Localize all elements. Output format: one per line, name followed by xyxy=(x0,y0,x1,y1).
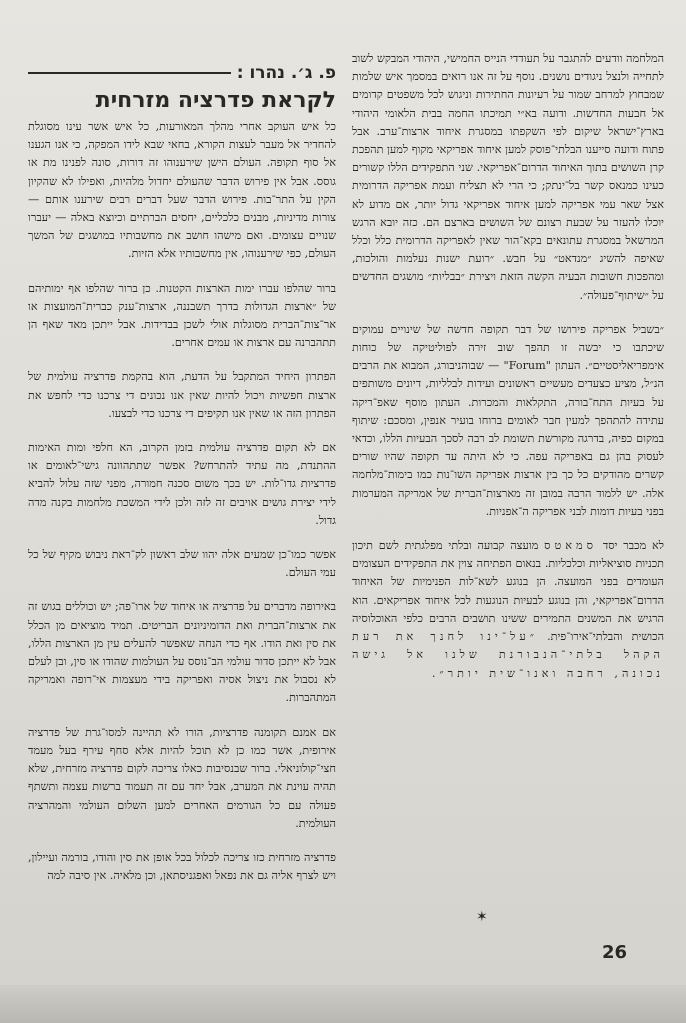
left-paragraph: אפשר כמו־כן שמעים אלה יהוו שלב ראשון לק־ראת ניבוש מקיף של כל עמי העולם. xyxy=(28,548,336,580)
right-paragraph: ״בשביל אפריקה פירושו של דבר תקופה חדשה של שינויים עמוקים שיכתבו כי יבשה זו תהפך שוב זירה לפוליטיקה של כוחות אימפריאליסטיים״. העתון "Forum" — שבוהניבורג, המבוא את הרבים הנ״ל, מציע כצעדים מעשיים ראשונים ועידות לבלליות, דיונים משותפים על בעיות התח־בורה, התקלאות והמכרות. העתון מוסף שאפ־ריקה עתידה להתהפך למעין חבר לאומים ברוחו בועיר אנפין, ומסכם: שיתוף במקום כפיה, בדרגה מקורשת תשומת לב רבה לסכך הבעיות הללו, וכדאי לעסוק בהן גם באפריקה עפה. כי לא היתה עד תקופה שהיו שורים קשרים מהודקים כל כך בין ארצות אפריקה השו־נות כמו בימות־מלחמה אלה. יש ללמוד הרבה במובן זה מארצות־הברית של אמריקה המערמות בפני בעיות דומות לבני אפריקה ה־אפניות. xyxy=(352,322,664,518)
left-column xyxy=(28,118,336,901)
byline-rule xyxy=(28,72,231,74)
page-number: 26 xyxy=(602,942,628,963)
article-title: לקראת פדרציה מזרחית xyxy=(95,88,336,113)
author-name: פ. ג׳. נהרו : xyxy=(236,63,336,83)
left-paragraph: כל איש העוקב אחרי מהלך המאורעות, כל איש אשר עינו מסוגלת להחדיר אל מעבר לעצות הקורא, בחאי שבא לידו המפקה, כי אנו הגענו אל סוף תקופה. העולם הישן שירענוהו זה דורות, סונה לפנינו מת או גוסס. אבל אין פירוש הדבר שהעולם יחדול מלהיות, ואפילו לא שהקיון הקין על התר־בות. פירוש הדבר שעל דברים רבים שירענו אותם — צורות מדיניות, מבנים כלכליים, יחסים הברתיים וכיוצא באלה — יעברו שנויים עצומים. ואם מישהו חושב את מחשבותיו במושגים של המשך העולם, כפי שירענוהו, אין מחשבותיו אלא הזיות. xyxy=(28,120,336,261)
left-paragraph: אם אמנם תקומנה פדרציות, הורו לא תהיינה למסו־גרת של פדרציה אירופית, אשר כמו כן לא תוכל להיות אלא סחף עירף בעל מעמד חצי־קולוניאלי. ברור שבנסיבות כאלו צריכה לקום פדרציה מזרחית, שלא תהיה עוינת את המערב, אבל יחד עם זה תעמוד ברשות עצמה ותשתף פעולה עם כל הגורמים האחרים למען השלום העולמי והמהרציה העולמית. xyxy=(28,725,336,830)
article-header xyxy=(28,62,336,112)
closing-text-after: מועצה קבועה ובלתי מפלגתית לשם תיכון תכניות סוציאליות וכלכליות. בנאום הפתיחה צוין את התפקידים העצומים העומדים בפני המועצה. הן בנוגע לשא־לות הפנימיות של האיחוד הדרום־אפריקאי, והן בנוגע לבעיות הנוגעות לכל איחוד אפריקאים. הוא הרגיש את המשנים התמירים ששינו תושבים הרבים כלפי האוכלוסיה הכושית והבלתי־אירו־פית. xyxy=(352,539,665,644)
right-paragraph-closing xyxy=(352,537,664,683)
right-column xyxy=(352,50,664,699)
right-paragraph: המלחמה וודעים להתגבר על תעודדי הנייס החמישי, היהודי המבקש לשוב לתחייה ולנצל ניגודים נושנים. נוסף על זה אנו רואים במסמך איש שלמות שמבחוץ למרחב שמור על רעיונות החתירות וניגוש לכל משפטים קדומים אל חבעות החדשות. ודועה בא״י תמיכתו החמה בבית הלאומי היהודי בארץ־ישראל שיקום לפי השקפתו במסגרת איחוד ארצות־ערב. אבל פתוח ודועה סייענו הבלתי־פוסק למען איחוד אפריקאי מקוף למען תהפכת קרן השושים בתוך האיחוד הדרום־אפריקאי. שני התפקידים הללו קשורים כעינו כמנאס קשר בל־ינתק; כי הרי לא תצליח ועמת אפריקה הדרומית אצל שאר עמי אפריקה למען איחוד אפריקאי גדול יותר, אם מדוע לא יוכלו להעזר על שבעת רצונם של השושים בארצם הם. כזה יובא הרגש המרשאל במסגרת עתונאים בקא־הור שאין לאפריקה הדרומית כלל וכלל שאיפה להשיג ״מנדאט״ על חבש. ״רועת ישנות נעלמות והולכות, ומהפכות חשובות הבעיה הקשה הזאת ויצירת ״בבליות״ מושגים החדשים על ״שיתוף־פעולה״. xyxy=(352,52,664,302)
left-paragraph: באירופה מדברים על פדרציה או איחוד של ארו־פה; יש וכוללים בגוש זה את ארצות־הברית ואת הדומיניונים הבריטים. תמיד מוציאים מן הכלל את סין ואת הודו. אף כדי הנחה שאפשר להעלים עין מן הארצות הללו, אבל לא ייתכן סדור עולמי הב־נוסס על העולמות שהודו או סין, ובן לעלם לא נסבול את ניצול אסיה ואפריקה בידי מעצמות אי־רופה ואמריקה המתהברות. xyxy=(28,600,336,705)
page-bottom-shadow xyxy=(0,985,686,1023)
closing-text-before: לא מכבר יסד xyxy=(602,539,664,553)
byline xyxy=(28,62,336,84)
left-paragraph: אם לא תקום פדרציה עולמית בזמן הקרוב, הא חלפי ומות האימות ההתנדת, מה עתיד להתרחש? אפשר שתתהוונה גישי־לאומים או פדרציות גדו־לות. יש בכך משום סכנה חמורה, מפני שזה עלול להביא לידי יצירת גושים אויבים זה לזה ולכן לידי המשכת מלחמות בקנה מדה גדול. xyxy=(28,441,336,527)
left-paragraph: הפתרון היחיד המתקבל על הדעת, הוא בהקמת פדרציה עולמית של ארצות חפשיות ויכול להיות שאין אנו נכונים די צרכנו כדי לחפש את הפתרון הזה או שאין אנו תקיפים די צרכנו כדי לבצעו. xyxy=(28,370,336,420)
left-paragraph: פדרציה מזרחית כזו צריכה לכלול בכל אופן את סין והודו, בורמה ועיילון, ויש לצרף אליה גם את נפאל ואפגניסתאן, וכן מלאיה. אין סיבה למה xyxy=(28,850,336,883)
left-paragraph: ברור שהלפו עברו ימות הארצות הקטנות. כן ברור שהלפו אף ימותיהם של ״ארצות הגדולות בדרך תשבננה, ארצות־ענק כברית־המועצות או אר־צות־הברית מסוגלות אולי לשכן בבדידות. אבל ייתכן מאד שאף הן תתהברנה עם ארצות או עמים אחרים. xyxy=(28,281,336,350)
section-star-icon: ✶ xyxy=(476,909,488,925)
spaced-name: סמאטס xyxy=(544,539,598,553)
spaced-quote: ״על־ינו לחנך את רעת הקהל בלתי־הנבורנת שלנו אל גישה נכונה, רחבה ואנו־שית יותר״. xyxy=(352,630,664,680)
